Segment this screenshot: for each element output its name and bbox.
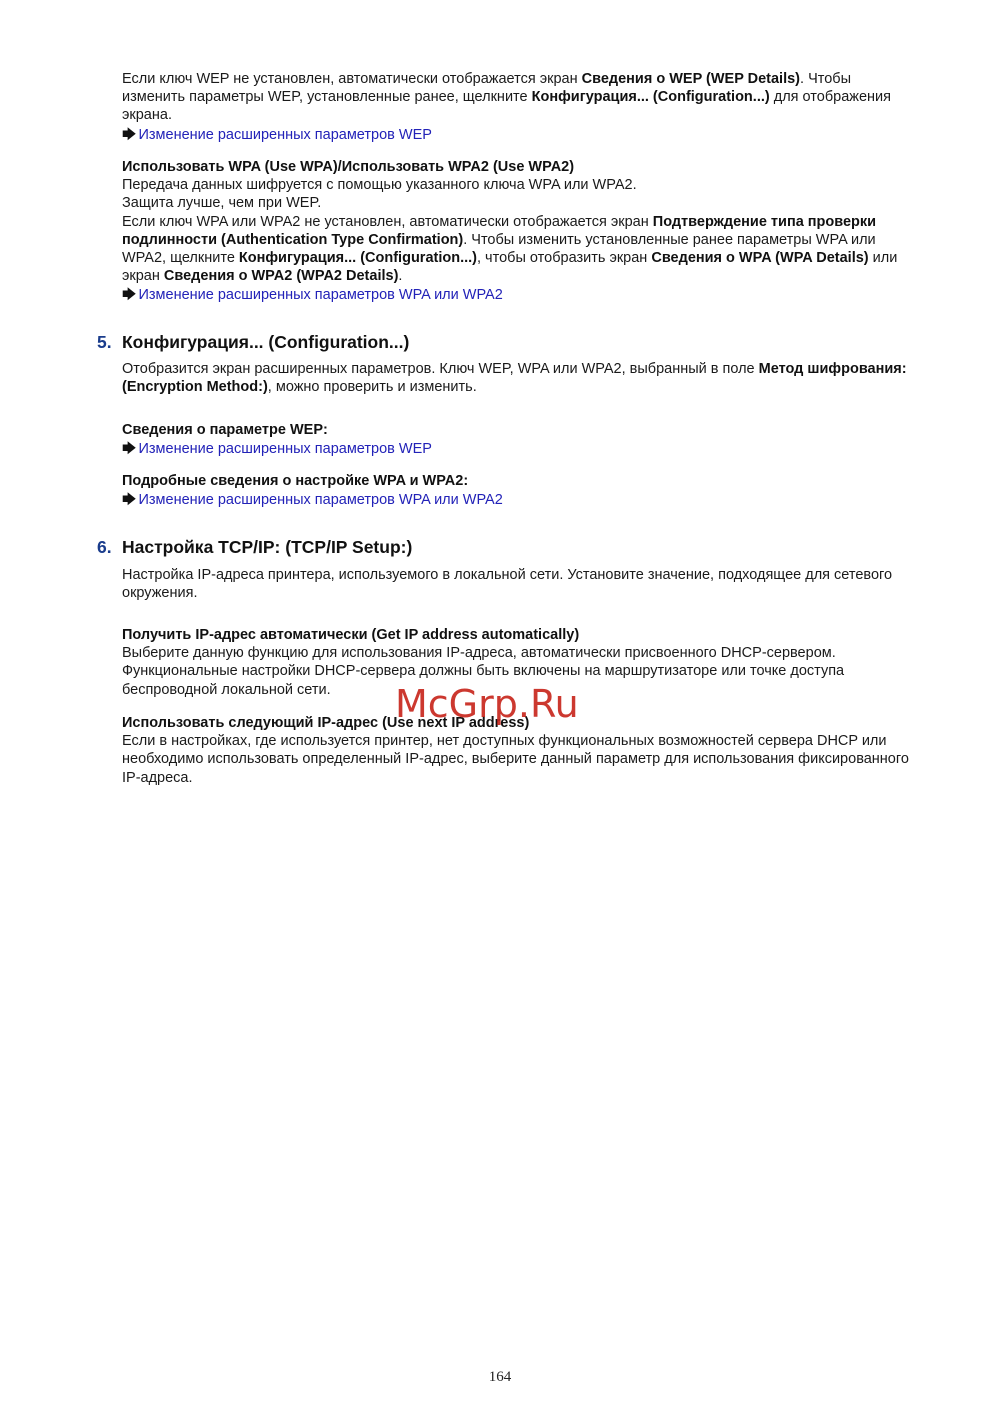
auto-ip-text: Выберите данную функцию для использования IP-адреса, автоматически присвоенного DHCP-сервером. Функциональные настройки DHCP-сервера должны быть включены на маршрутизаторе или точке доступа беспроводной локальной сети. (122, 645, 845, 698)
text-span: . Чтобы изменить установленные ранее параметры WPA или WPA2, щелкните (122, 231, 876, 267)
wpa-details-term: Сведения о WPA (WPA Details) (651, 250, 869, 267)
wep-advanced-settings-link[interactable]: Изменение расширенных параметров WEP (138, 441, 432, 458)
section-title: Конфигурация... (Configuration...) (122, 332, 410, 352)
section-5-heading (97, 332, 409, 353)
text-span: , можно проверить и изменить. (267, 379, 477, 396)
wpa2-details-term: Сведения о WPA2 (WPA2 Details) (163, 268, 399, 285)
wep-parameter-heading-text: Сведения о параметре WEP: (122, 422, 328, 438)
wep-parameter-heading (122, 421, 912, 439)
arrow-right-icon: 🡆 (122, 125, 137, 142)
wpa-details-paragraph (122, 213, 912, 286)
use-wpa-heading-text: Использовать WPA (Use WPA)/Использовать WPA2 (Use WPA2) (122, 159, 575, 175)
watermark-logo: McGrp.Ru (395, 682, 579, 726)
use-wpa-heading (122, 158, 912, 176)
wep-details-paragraph (122, 70, 912, 125)
wpa-setting-heading-text: Подробные сведения о настройке WPA и WPA2: (122, 473, 469, 489)
wpa-advanced-settings-link[interactable]: Изменение расширенных параметров WPA или WPA2 (138, 492, 503, 509)
text-span: для отображения экрана. (122, 89, 891, 124)
section-6-paragraph: Настройка IP-адреса принтера, используемого в локальной сети. Установите значение, подходящее для сетевого окружения. (122, 567, 893, 602)
auto-ip-heading-text: Получить IP-адрес автоматически (Get IP address automatically) (122, 627, 580, 643)
wpa-link-line (122, 285, 912, 304)
text-span: Отобразится экран расширенных параметров. Ключ WEP, WPA или WPA2, выбранный в поле (122, 361, 759, 377)
wpa-advanced-settings-link[interactable]: Изменение расширенных параметров WPA или WPA2 (138, 287, 503, 304)
wpa-line1: Передача данных шифруется с помощью указанного ключа WPA или WPA2. (122, 177, 637, 194)
wep-advanced-settings-link[interactable]: Изменение расширенных параметров WEP (138, 126, 432, 143)
text-span: . (398, 268, 403, 285)
text-span: Если ключ WPA или WPA2 не установлен, автоматически отображается экран (122, 213, 653, 230)
wep-link-line (122, 125, 912, 144)
manual-ip-heading-text: Использовать следующий IP-адрес (Use next IP address) (122, 715, 530, 731)
encryption-method-term: Метод шифрования: (Encryption Method:) (122, 361, 907, 396)
text-span: . Чтобы изменить параметры WEP, установленные ранее, щелкните (122, 71, 852, 106)
use-wpa-block (122, 158, 912, 305)
configuration-term: Конфигурация... (Configuration...) (238, 250, 477, 267)
section-5-paragraph (122, 360, 912, 396)
section-5-intro (122, 360, 912, 396)
auth-type-term: Подтверждение типа проверки подлинности (Authentication Type Confirmation) (122, 213, 877, 248)
arrow-right-icon: 🡆 (122, 491, 137, 508)
configuration-term: Конфигурация... (Configuration...) (531, 89, 770, 106)
arrow-right-icon: 🡆 (122, 286, 137, 303)
wep-details-term: Сведения о WEP (WEP Details) (581, 71, 801, 87)
section-number: 6. (97, 537, 112, 557)
wpa-link-line (122, 490, 912, 509)
arrow-right-icon: 🡆 (122, 440, 137, 457)
wpa-line2: Защита лучше, чем при WEP. (122, 195, 322, 212)
text-span: Если ключ WEP не установлен, автоматически отображается экран (122, 71, 582, 87)
manual-ip-text: Если в настройках, где используется принтер, нет доступных функциональных возможностей сервера DHCP или необходимо использовать определенный IP-адрес, выберите данный параметр для использования фиксированного IP-адреса. (122, 733, 909, 786)
wpa-setting-block (122, 472, 912, 509)
wpa-setting-heading (122, 472, 912, 490)
section-number: 5. (97, 332, 112, 352)
auto-ip-heading (122, 626, 912, 644)
wep-details-block (122, 70, 912, 144)
text-span: или экран (122, 250, 898, 285)
section-6-intro (122, 566, 912, 602)
section-6-heading (97, 537, 412, 558)
text-span: , чтобы отобразить экран (477, 250, 652, 267)
page-number: 164 (488, 1369, 512, 1385)
wep-parameter-block (122, 421, 912, 458)
wep-link-line (122, 439, 912, 458)
section-title: Настройка TCP/IP: (TCP/IP Setup:) (122, 537, 413, 557)
